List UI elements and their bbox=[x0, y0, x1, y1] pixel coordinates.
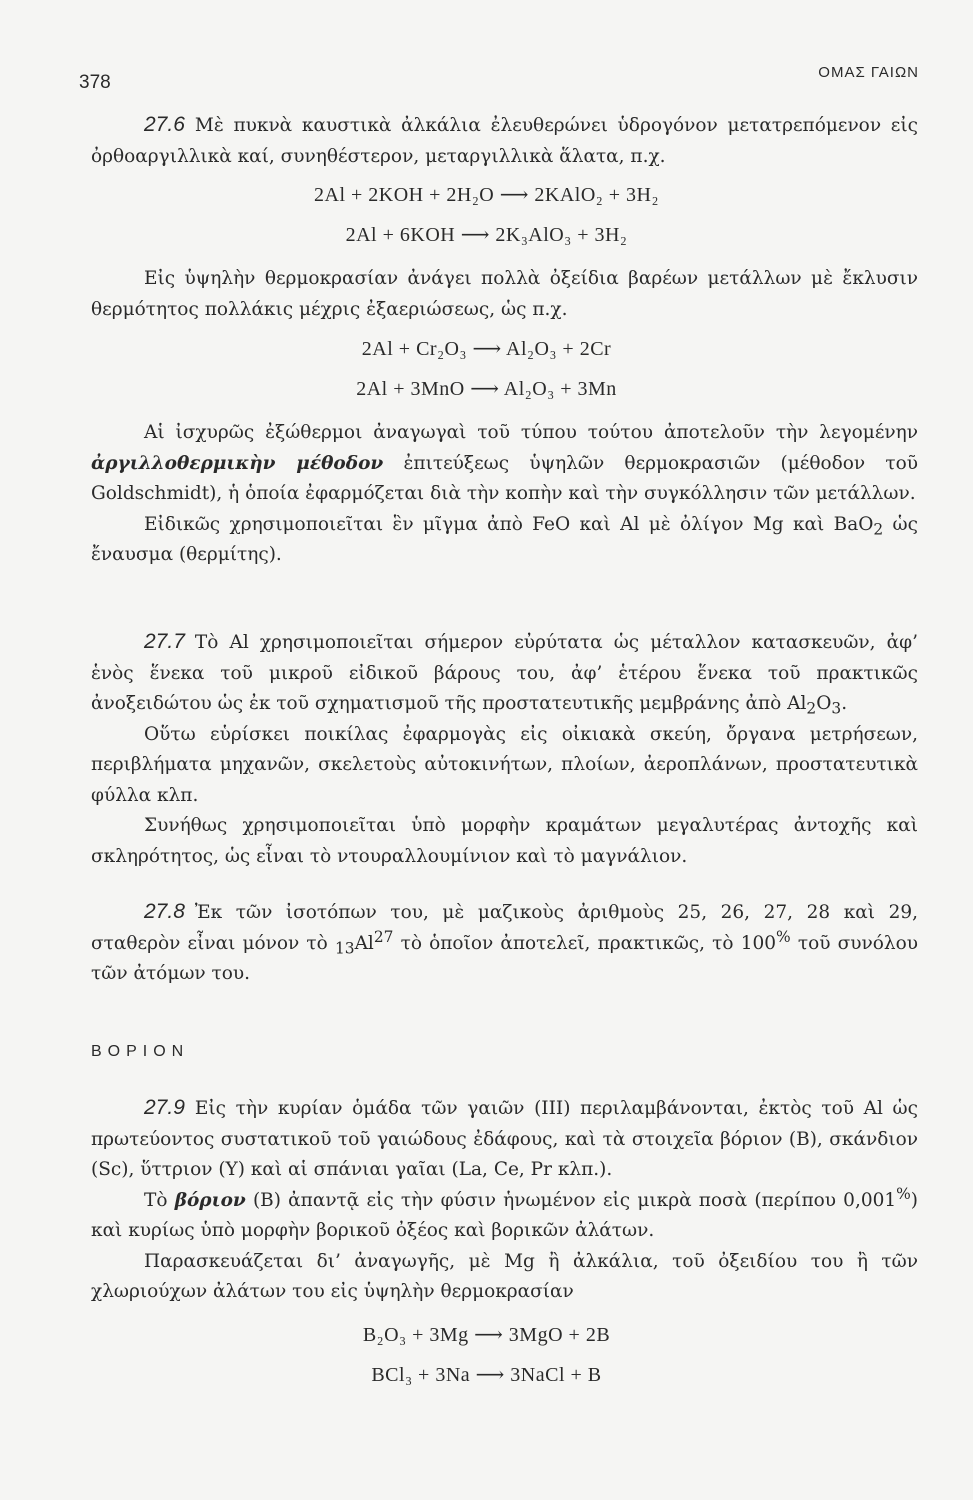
section-27-7 bbox=[91, 627, 918, 872]
paragraph-text: Εἰς τὴν κυρίαν ὁμάδα τῶν γαιῶν (ΙΙΙ) περιλαμβάνονται, ἐκτὸς τοῦ Al ὡς πρωτεύοντος συστατικοῦ τοῦ γαιώδους ἐδάφους, καὶ τὰ στοιχεῖα βόριον (B), σκάνδιον (Sc), ὕττριον (Y) καὶ αἱ σπάνιαι γαῖαι (La, Ce, Pr κλπ.). bbox=[91, 1098, 918, 1180]
percent-sign: % bbox=[896, 1184, 911, 1203]
term-aluminothermic-method: ἀργιλλοθερμικὴν μέθοδον bbox=[91, 452, 384, 474]
paragraph-text: Αἱ ἰσχυρῶς ἐξώθερμοι ἀναγωγαὶ τοῦ τύπου τούτου ἀποτελοῦν τὴν λεγομένην bbox=[144, 422, 918, 443]
equation: 2Al + 6KOH ⟶ 2K₃AlO₃ + 3H₂ bbox=[345, 224, 628, 246]
section-27-6-paragraph-2 bbox=[91, 264, 918, 325]
subscript: 13 bbox=[334, 939, 355, 958]
section-number: 27.7 bbox=[144, 630, 185, 653]
paragraph-text: Ἐκ τῶν ἰσοτόπων του, μὲ μαζικοὺς ἀριθμοὺς 25, 26, 27, 28 καὶ 29, σταθερὸν εἶναι μόνον τὸ bbox=[91, 902, 918, 954]
subscript: 3 bbox=[831, 699, 842, 718]
section-27-9 bbox=[91, 1093, 918, 1308]
equation: B₂O₃ + 3Mg ⟶ 3MgO + 2B bbox=[362, 1324, 611, 1346]
term-boron: βόριον bbox=[174, 1189, 246, 1211]
paragraph-text: τοῦ συνόλου τῶν ἀτόμων του. bbox=[91, 932, 918, 984]
paragraph: Εἰς ὑψηλὴν θερμοκρασίαν ἀνάγει πολλὰ ὀξείδια βαρέων μετάλλων μὲ ἔκλυσιν θερμότητος πολλάκις μέχρις ἐξαεριώσεως, ὡς π.χ. bbox=[91, 268, 918, 320]
running-title: ΟΜΑΣ ΓΑΙΩΝ bbox=[818, 64, 919, 81]
percent-sign: % bbox=[776, 927, 791, 946]
equation: 2Al + Cr₂O₃ ⟶ Al₂O₃ + 2Cr bbox=[361, 338, 612, 360]
paragraph-text: (B) ἀπαντᾷ εἰς τὴν φύσιν ἡνωμένον εἰς μικρὰ ποσὰ (περίπου 0,001 bbox=[252, 1189, 897, 1211]
section-number: 27.9 bbox=[144, 1096, 185, 1119]
paragraph-text: ὡς ἔναυσμα (θερμίτης). bbox=[91, 513, 918, 565]
section-number: 27.8 bbox=[144, 900, 185, 923]
paragraph: Συνήθως χρησιμοποιεῖται ὑπὸ μορφὴν κραμάτων μεγαλυτέρας ἀντοχῆς καὶ σκληρότητος, ὡς εἶναι τὸ ντουραλλουμίνιον καὶ τὸ μαγνάλιον. bbox=[91, 815, 918, 867]
equation: 2Al + 2KOH + 2H₂O ⟶ 2KAlO₂ + 3H₂ bbox=[314, 184, 659, 206]
paragraph: Παρασκευάζεται δι’ ἀναγωγῆς, μὲ Mg ἢ ἀλκάλια, τοῦ ὀξειδίου του ἢ τῶν χλωριούχων ἀλάτων του εἰς ὑψηλὴν θερμοκρασίαν bbox=[91, 1250, 918, 1302]
section-27-8 bbox=[91, 897, 918, 990]
subscript: 2 bbox=[873, 520, 884, 539]
equation: 2Al + 3MnO ⟶ Al₂O₃ + 3Mn bbox=[356, 378, 617, 400]
section-27-6-paragraph-3 bbox=[91, 418, 918, 571]
subscript: 2 bbox=[806, 699, 817, 718]
paragraph-text: O bbox=[816, 693, 832, 714]
paragraph-text: . bbox=[841, 693, 848, 714]
equation: BCl₃ + 3Na ⟶ 3NaCl + B bbox=[371, 1364, 602, 1386]
section-title-boron: ΒΟΡΙΟΝ bbox=[91, 1043, 190, 1060]
paragraph-text: τὸ ὁποῖον ἀποτελεῖ, πρακτικῶς, τὸ 100 bbox=[400, 932, 777, 954]
paragraph-text: Al bbox=[354, 932, 374, 954]
paragraph: Μὲ πυκνὰ καυστικὰ ἀλκάλια ἐλευθερώνει ὑδρογόνον μετατρεπόμενον εἰς ὀρθοαργιλλικὰ καί, συνηθέστερον, μεταργιλλικὰ ἅλατα, π.χ. bbox=[91, 115, 918, 167]
page-number: 378 bbox=[79, 72, 111, 93]
section-number: 27.6 bbox=[144, 113, 185, 136]
paragraph-text: ἐπιτεύξεως ὑψηλῶν θερμοκρασιῶν (μέθοδον τοῦ Goldschmidt), ἡ ὁποία ἐφαρμόζεται διὰ τὴν κοπὴν καὶ τὴν συγκόλλησιν τῶν μετάλλων. bbox=[91, 452, 918, 504]
paragraph-text: Τὸ bbox=[144, 1189, 168, 1211]
paragraph-text: ) καὶ κυρίως ὑπὸ μορφὴν βορικοῦ ὀξέος καὶ βορικῶν ἀλάτων. bbox=[91, 1189, 919, 1241]
paragraph-text: Τὸ Al χρησιμοποιεῖται σήμερον εὐρύτατα ὡς μέταλλον κατασκευῶν, ἀφ’ ἑνὸς ἕνεκα τοῦ μικροῦ εἰδικοῦ βάρους του, ἀφ’ ἑτέρου ἕνεκα τοῦ πρακτικῶς ἀνοξειδώτου ὡς ἐκ τοῦ σχηματισμοῦ τῆς προστατευτικῆς μεμβράνης ἀπὸ Al bbox=[91, 632, 918, 714]
paragraph: Οὕτω εὑρίσκει ποικίλας ἐφαρμογὰς εἰς οἰκιακὰ σκεύη, ὄργανα μετρήσεων, περιβλήματα μηχανῶν, σκελετοὺς αὐτοκινήτων, πλοίων, ἀεροπλάνων, προστατευτικὰ φύλλα κλπ. bbox=[91, 723, 918, 806]
superscript: 27 bbox=[373, 927, 394, 946]
paragraph-text: Εἰδικῶς χρησιμοποιεῖται ἓν μῖγμα ἀπὸ FeO καὶ Al μὲ ὀλίγον Mg καὶ BaO bbox=[144, 513, 874, 535]
section-27-6-intro bbox=[91, 110, 918, 172]
